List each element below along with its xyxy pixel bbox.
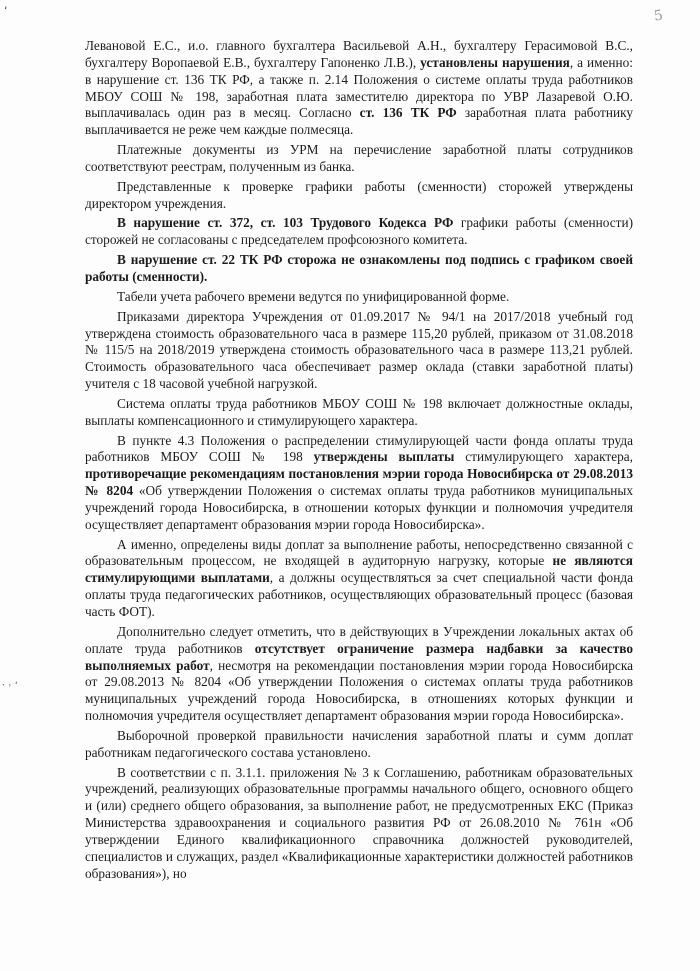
bold-text: не являются стимулирующими выплатами xyxy=(85,553,633,586)
paragraph xyxy=(85,309,633,393)
text-span: Левановой Е.С., и.о. главного бухгалтера Васильевой А.Н., бухгалтеру Герасимовой В.С., бухгалтеру Воропаевой Е.В., бухгалтеру Гапоненко Л.В.), xyxy=(85,38,633,70)
paragraph xyxy=(85,728,633,762)
paragraph xyxy=(85,537,633,621)
paragraph xyxy=(85,765,633,883)
text-span: Платежные документы из УРМ на перечисление заработной платы сотрудников соответствуют реестрам, полученным из банка. xyxy=(85,142,633,174)
bold-text: В нарушение ст. 372, ст. 103 Трудового Кодекса РФ xyxy=(117,215,454,231)
text-span: , а именно: в нарушение ст. 136 ТК РФ, а также п. 2.14 Положения о системе оплаты труда работников МБОУ СОШ № 198, заработная плата заместителю директора по УВР Лазаревой О.Ю. выплачивалась один раз в месяц. Согласно xyxy=(85,54,633,121)
text-span: Представленные к проверке графики работы (сменности) сторожей утверждены директором учреждения. xyxy=(85,178,633,211)
document-body xyxy=(85,38,633,886)
text-span: Дополнительно следует отметить, что в действующих в Учреждении локальных актах об оплате труда работников xyxy=(85,623,633,656)
bold-text: утверждены выплаты xyxy=(313,449,455,465)
paragraph xyxy=(85,252,633,286)
text-span: Табели учета рабочего времени ведутся по унифицированной форме. xyxy=(117,288,510,304)
paragraph xyxy=(85,142,633,176)
text-span: «Об утверждении Положения о системах оплаты труда работников муниципальных учреждений города Новосибирска, в отношении которых функции и полномочия учредителя осуществляет департамент образования мэрии города Новосибирска». xyxy=(85,483,633,532)
text-span: , несмотря на рекомендации постановления мэрии города Новосибирска от 29.08.2013 № 8204 «Об утверждении Положения о системах оплаты труда работников муниципальных учреждений города Новосибирска, в отношениях которых функции и полномочия учредителя осуществляет департамент образования мэрии города Новосибирска». xyxy=(85,657,633,724)
text-span: , а должны осуществляться за счет специальной части фонда оплаты труда педагогических работников, осуществляющих образовательный процесс (базовая часть ФОТ). xyxy=(85,570,633,619)
text-span: В соответствии с п. 3.1.1. приложения № 3 к Соглашению, работникам образовательных учреждений, реализующих образовательные программы начального общего, основного общего и (или) среднего общего образования, за выполнение работ, не предусмотренных ЕКС (Приказ Министерства здравоохранения и социального развития РФ от 26.08.2010 № 761н «Об утверждении Единого квалификационного справочника должностей руководителей, специалистов и служащих, раздел «Квалификационные характеристики должностей работников образования»), но xyxy=(85,764,633,881)
corner-mark: ʻ xyxy=(4,4,8,17)
text-span: Выборочной проверкой правильности начисления заработной платы и сумм доплат работникам педагогического состава установлено. xyxy=(85,727,633,760)
text-span: графики работы (сменности) сторожей не согласованы с председателем профсоюзного комитета. xyxy=(85,215,633,248)
paragraph xyxy=(85,179,633,213)
text-span: заработная плата работнику выплачивается не реже чем каждые полмесяца. xyxy=(85,105,633,138)
margin-mark: ˑ ˒ ʻ xyxy=(2,681,18,692)
text-span: Приказами директора Учреждения от 01.09.2017 № 94/1 на 2017/2018 учебный год утверждена стоимость образовательного часа в размере 115,20 рублей, приказом от 31.08.2018 № 115/5 на 2018/2019 утверждена стоимость образовательного часа в размере 113,21 рублей. Стоимость образовательного часа обеспечивает размер оклада (ставки заработной платы) учителя с 18 часовой учебной нагрузкой. xyxy=(85,308,633,392)
bold-text: отсутствует ограничение размера надбавки за качество выполняемых работ xyxy=(85,640,633,673)
paragraph xyxy=(85,624,633,725)
paragraph xyxy=(85,433,633,534)
text-span: стимулирующего характера, xyxy=(454,449,633,465)
bold-text: установлены нарушения xyxy=(420,54,570,70)
paragraph xyxy=(85,396,633,430)
bold-text: В нарушение ст. 22 ТК РФ сторожа не ознакомлены под подпись с графиком своей работы (сменности). xyxy=(85,252,633,284)
paragraph xyxy=(85,215,633,249)
text-span: Система оплаты труда работников МБОУ СОШ № 198 включает должностные оклады, выплаты компенсационного и стимулирующего характера. xyxy=(85,395,633,428)
text-span: А именно, определены виды доплат за выполнение работы, непосредственно связанной с образовательным процессом, не входящей в аудиторную нагрузку, которые xyxy=(85,536,633,569)
text-span: В пункте 4.3 Положения о распределении стимулирующей части фонда оплаты труда работников МБОУ СОШ № 198 xyxy=(85,432,633,465)
paragraph xyxy=(85,38,633,139)
bold-text: противоречащие рекомендациям постановления мэрии города Новосибирска от 29.08.2013 № 8204 xyxy=(85,466,633,499)
paragraph xyxy=(85,289,633,306)
bold-text: ст. 136 ТК РФ xyxy=(359,105,457,121)
page-number-mark: 5 xyxy=(652,7,664,25)
